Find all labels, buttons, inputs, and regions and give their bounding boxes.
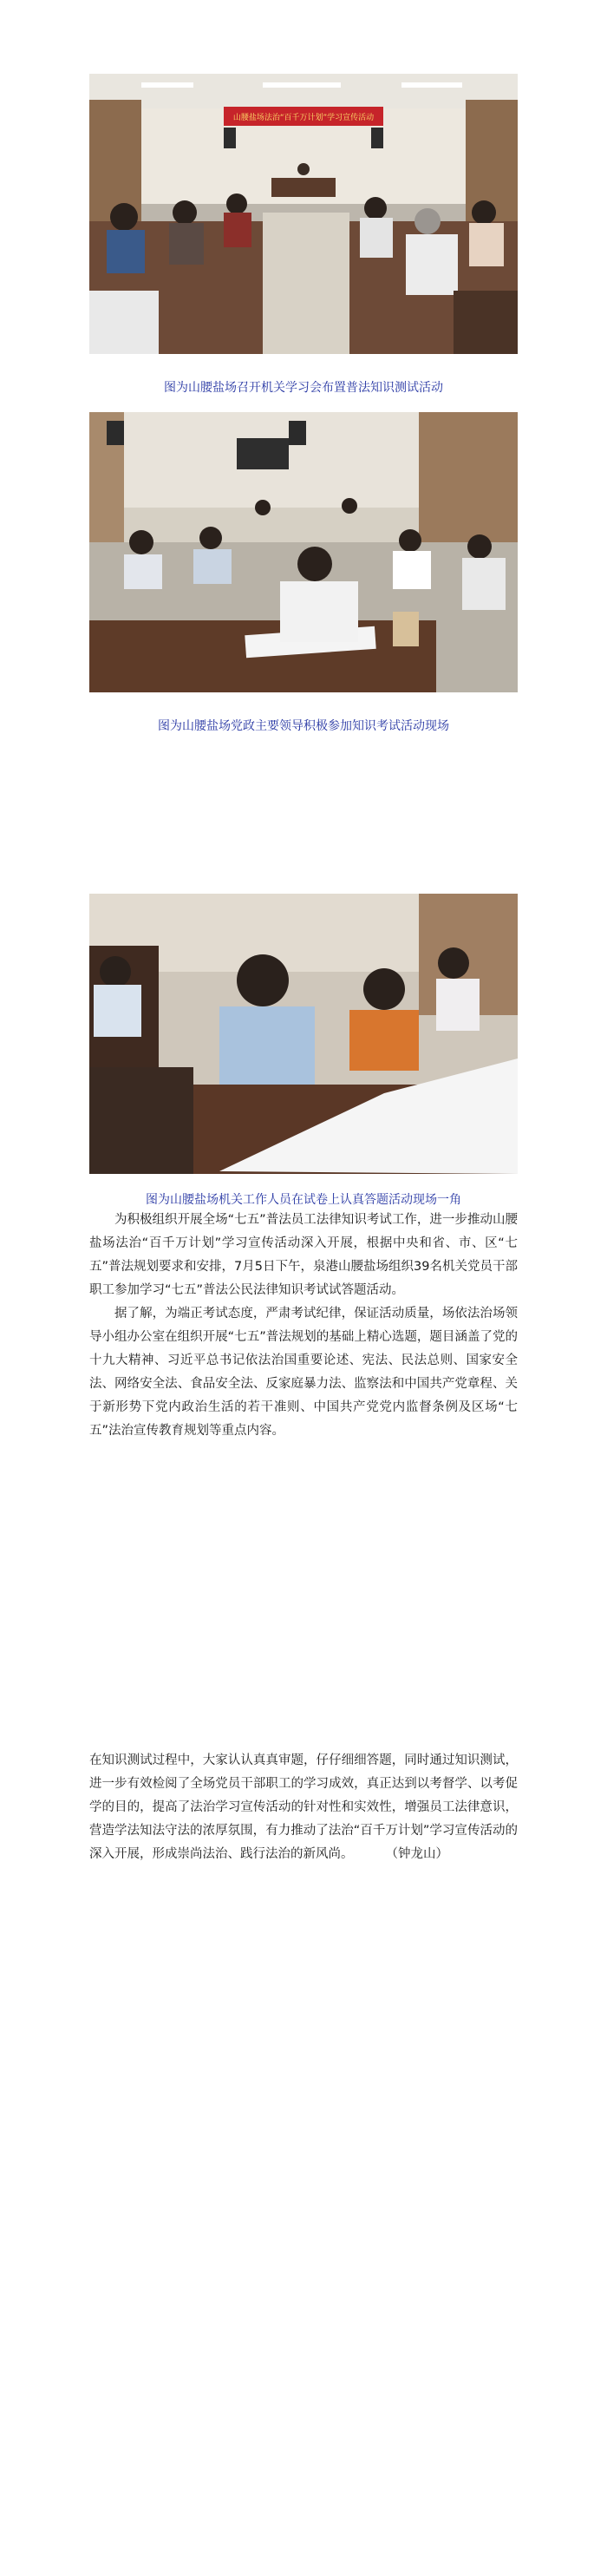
photo-staff-answering xyxy=(89,894,518,1174)
article-paragraph-3-text: 在知识测试过程中，大家认认真真审题，仔仔细细答题，同时通过知识测试，进一步有效检阅了全场党员干部职工的学习成效，真正达到以考督学、以考促学的目的，提高了法治学习宣传活动的针对性和实效性，增强员工法律意识，营造学法知法守法的浓厚氛围，有力推动了法治“百千万计划”学习宣传活动的深入开展，形成崇尚法治、践行法治的新风尚。 xyxy=(89,1753,518,1861)
article-paragraph-2: 据了解，为端正考试态度，严肃考试纪律，保证活动质量，场依法治场领导小组办公室在组织开展“七五”普法规划的基础上精心选题，题目涵盖了党的十九大精神、习近平总书记依法治国重要论述、宪法、民法总则、国家安全法、网络安全法、食品安全法、反家庭暴力法、监察法和中国共产党章程、关于新形势下党内政治生活的若干准则、中国共产党党内监督条例及区场“七五”法治宣传教育规划等重点内容。 xyxy=(89,1307,518,1438)
photo-leaders-exam xyxy=(89,412,518,692)
banner-text: 山腰盐场法治“百千万计划”学习宣传活动 xyxy=(232,114,375,122)
photo-caption-1: 图为山腰盐场召开机关学习会布置普法知识测试活动 xyxy=(164,381,443,395)
article-body-continued xyxy=(89,1749,518,1866)
article-paragraph-1: 为积极组织开展全场“七五”普法员工法律知识考试工作，进一步推动山腰盐场法治“百千万计划”学习宣传活动深入开展，根据中央和省、市、区“七五”普法规划要求和安排，7月5日下午，泉港山腰盐场组织39名机关党员干部职工参加学习“七五”普法公民法律知识考试试答题活动。 xyxy=(89,1213,518,1297)
staff-answering-image xyxy=(89,894,518,1174)
article-body xyxy=(89,1209,518,1443)
leaders-exam-image xyxy=(89,412,518,692)
photo-caption-3: 图为山腰盐场机关工作人员在试卷上认真答题活动现场一角 xyxy=(146,1193,461,1207)
photo-meeting-hall xyxy=(89,74,518,354)
meeting-hall-image xyxy=(89,74,518,354)
article-paragraph-3 xyxy=(89,1749,518,1866)
article-author: （钟龙山） xyxy=(385,1847,448,1861)
photo-caption-2: 图为山腰盐场党政主要领导积极参加知识考试活动现场 xyxy=(158,719,449,733)
